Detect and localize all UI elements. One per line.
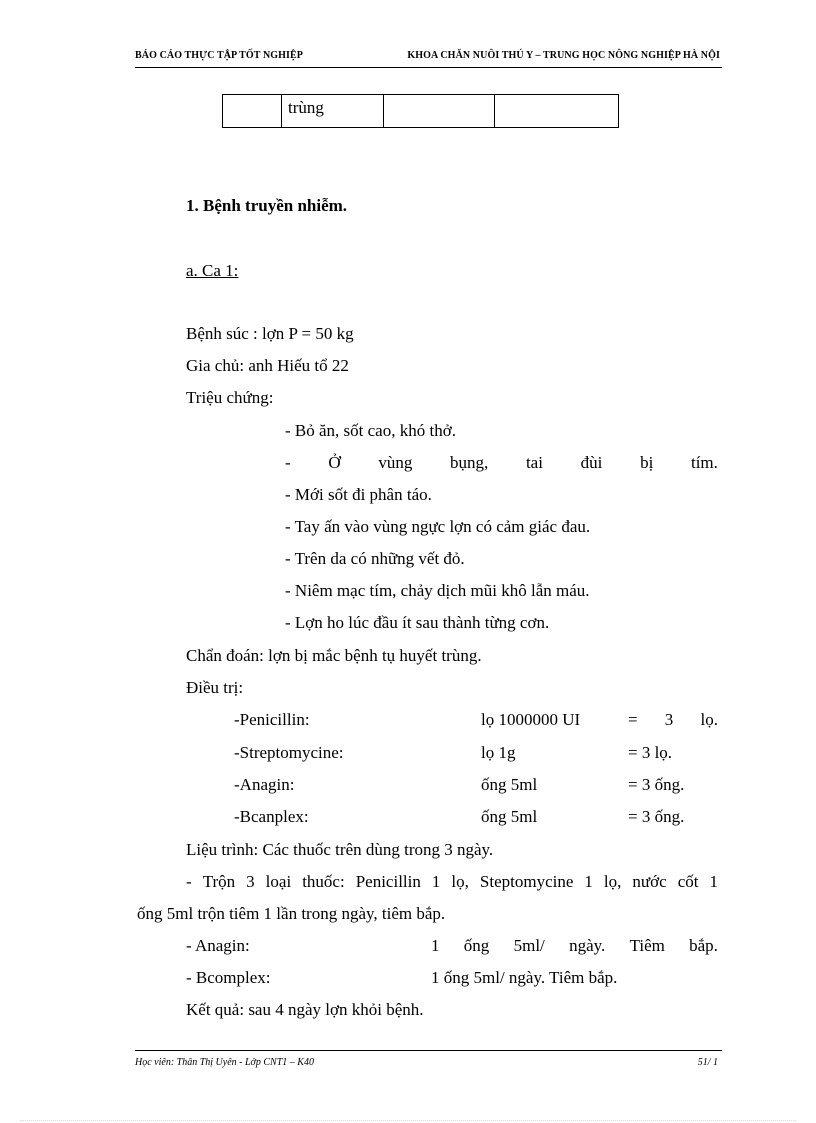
continued-table bbox=[222, 94, 619, 128]
drug-dose: lọ 1g bbox=[481, 743, 516, 762]
symptom-item: - Tay ấn vào vùng ngực lợn có cảm giác đau. bbox=[285, 517, 591, 536]
drug-qty: = 3 lọ. bbox=[628, 710, 718, 729]
drug-name: -Penicillin: bbox=[234, 710, 310, 729]
bcomplex-name: - Bcomplex: bbox=[186, 968, 271, 987]
table-cell: trùng bbox=[282, 95, 384, 128]
anagin-dose: 1 ống 5ml/ ngày. Tiêm bắp. bbox=[431, 936, 718, 955]
footer-left: Học viên: Thân Thị Uyên - Lớp CNT1 – K40 bbox=[135, 1057, 314, 1068]
symptoms-label: Triệu chứng: bbox=[186, 388, 274, 407]
drug-dose: lọ 1000000 UI bbox=[481, 710, 581, 729]
table-cell bbox=[384, 95, 495, 128]
symptom-item: - Bỏ ăn, sốt cao, khó thở. bbox=[285, 421, 456, 440]
drug-dose: ống 5ml bbox=[481, 807, 538, 826]
drug-qty: = 3 ống. bbox=[628, 775, 685, 794]
page-bottom-border bbox=[20, 1120, 796, 1121]
symptom-item: - Trên da có những vết đỏ. bbox=[285, 549, 465, 568]
header-rule bbox=[135, 67, 722, 68]
anagin-name: - Anagin: bbox=[186, 936, 250, 955]
animal-info: Bệnh súc : lợn P = 50 kg bbox=[186, 324, 354, 343]
drug-name: -Bcanplex: bbox=[234, 807, 309, 826]
symptom-item: - Lợn ho lúc đầu ít sau thành từng cơn. bbox=[285, 613, 550, 632]
section-heading: 1. Bệnh truyền nhiễm. bbox=[186, 196, 348, 215]
header-left: BÁO CÁO THỰC TẬP TỐT NGHIỆP bbox=[135, 50, 304, 61]
footer-rule bbox=[135, 1050, 722, 1051]
course-duration: Liệu trình: Các thuốc trên dùng trong 3 ngày. bbox=[186, 840, 494, 859]
symptom-item: - Mới sốt đi phân táo. bbox=[285, 485, 432, 504]
owner-info: Gia chủ: anh Hiếu tổ 22 bbox=[186, 356, 349, 375]
drug-name: -Anagin: bbox=[234, 775, 295, 794]
bcomplex-dose: 1 ống 5ml/ ngày. Tiêm bắp. bbox=[431, 968, 618, 987]
diagnosis: Chẩn đoán: lợn bị mắc bệnh tụ huyết trùng. bbox=[186, 646, 482, 665]
table-cell bbox=[495, 95, 619, 128]
drug-dose: ống 5ml bbox=[481, 775, 538, 794]
drug-qty: = 3 lọ. bbox=[628, 743, 673, 762]
table-cell bbox=[223, 95, 282, 128]
mix-line-1: - Trộn 3 loại thuốc: Penicillin 1 lọ, Steptomycine 1 lọ, nước cốt 1 bbox=[186, 872, 718, 891]
drug-name: -Streptomycine: bbox=[234, 743, 344, 762]
footer-page-number: 51/ 1 bbox=[697, 1057, 718, 1068]
mix-line-2: ống 5ml trộn tiêm 1 lần trong ngày, tiêm bắp. bbox=[137, 904, 446, 923]
symptom-item: - Ở vùng bụng, tai đùi bị tím. bbox=[285, 453, 718, 472]
drug-qty: = 3 ống. bbox=[628, 807, 685, 826]
result: Kết quả: sau 4 ngày lợn khỏi bệnh. bbox=[186, 1000, 424, 1019]
case-label: a. Ca 1: bbox=[186, 261, 239, 280]
symptom-item: - Niêm mạc tím, chảy dịch mũi khô lẫn máu. bbox=[285, 581, 590, 600]
table-row bbox=[223, 95, 619, 128]
treatment-label: Điều trị: bbox=[186, 678, 244, 697]
header-right: KHOA CHĂN NUÔI THÚ Y – TRUNG HỌC NÔNG NGHIỆP HÀ NỘI bbox=[407, 50, 720, 61]
